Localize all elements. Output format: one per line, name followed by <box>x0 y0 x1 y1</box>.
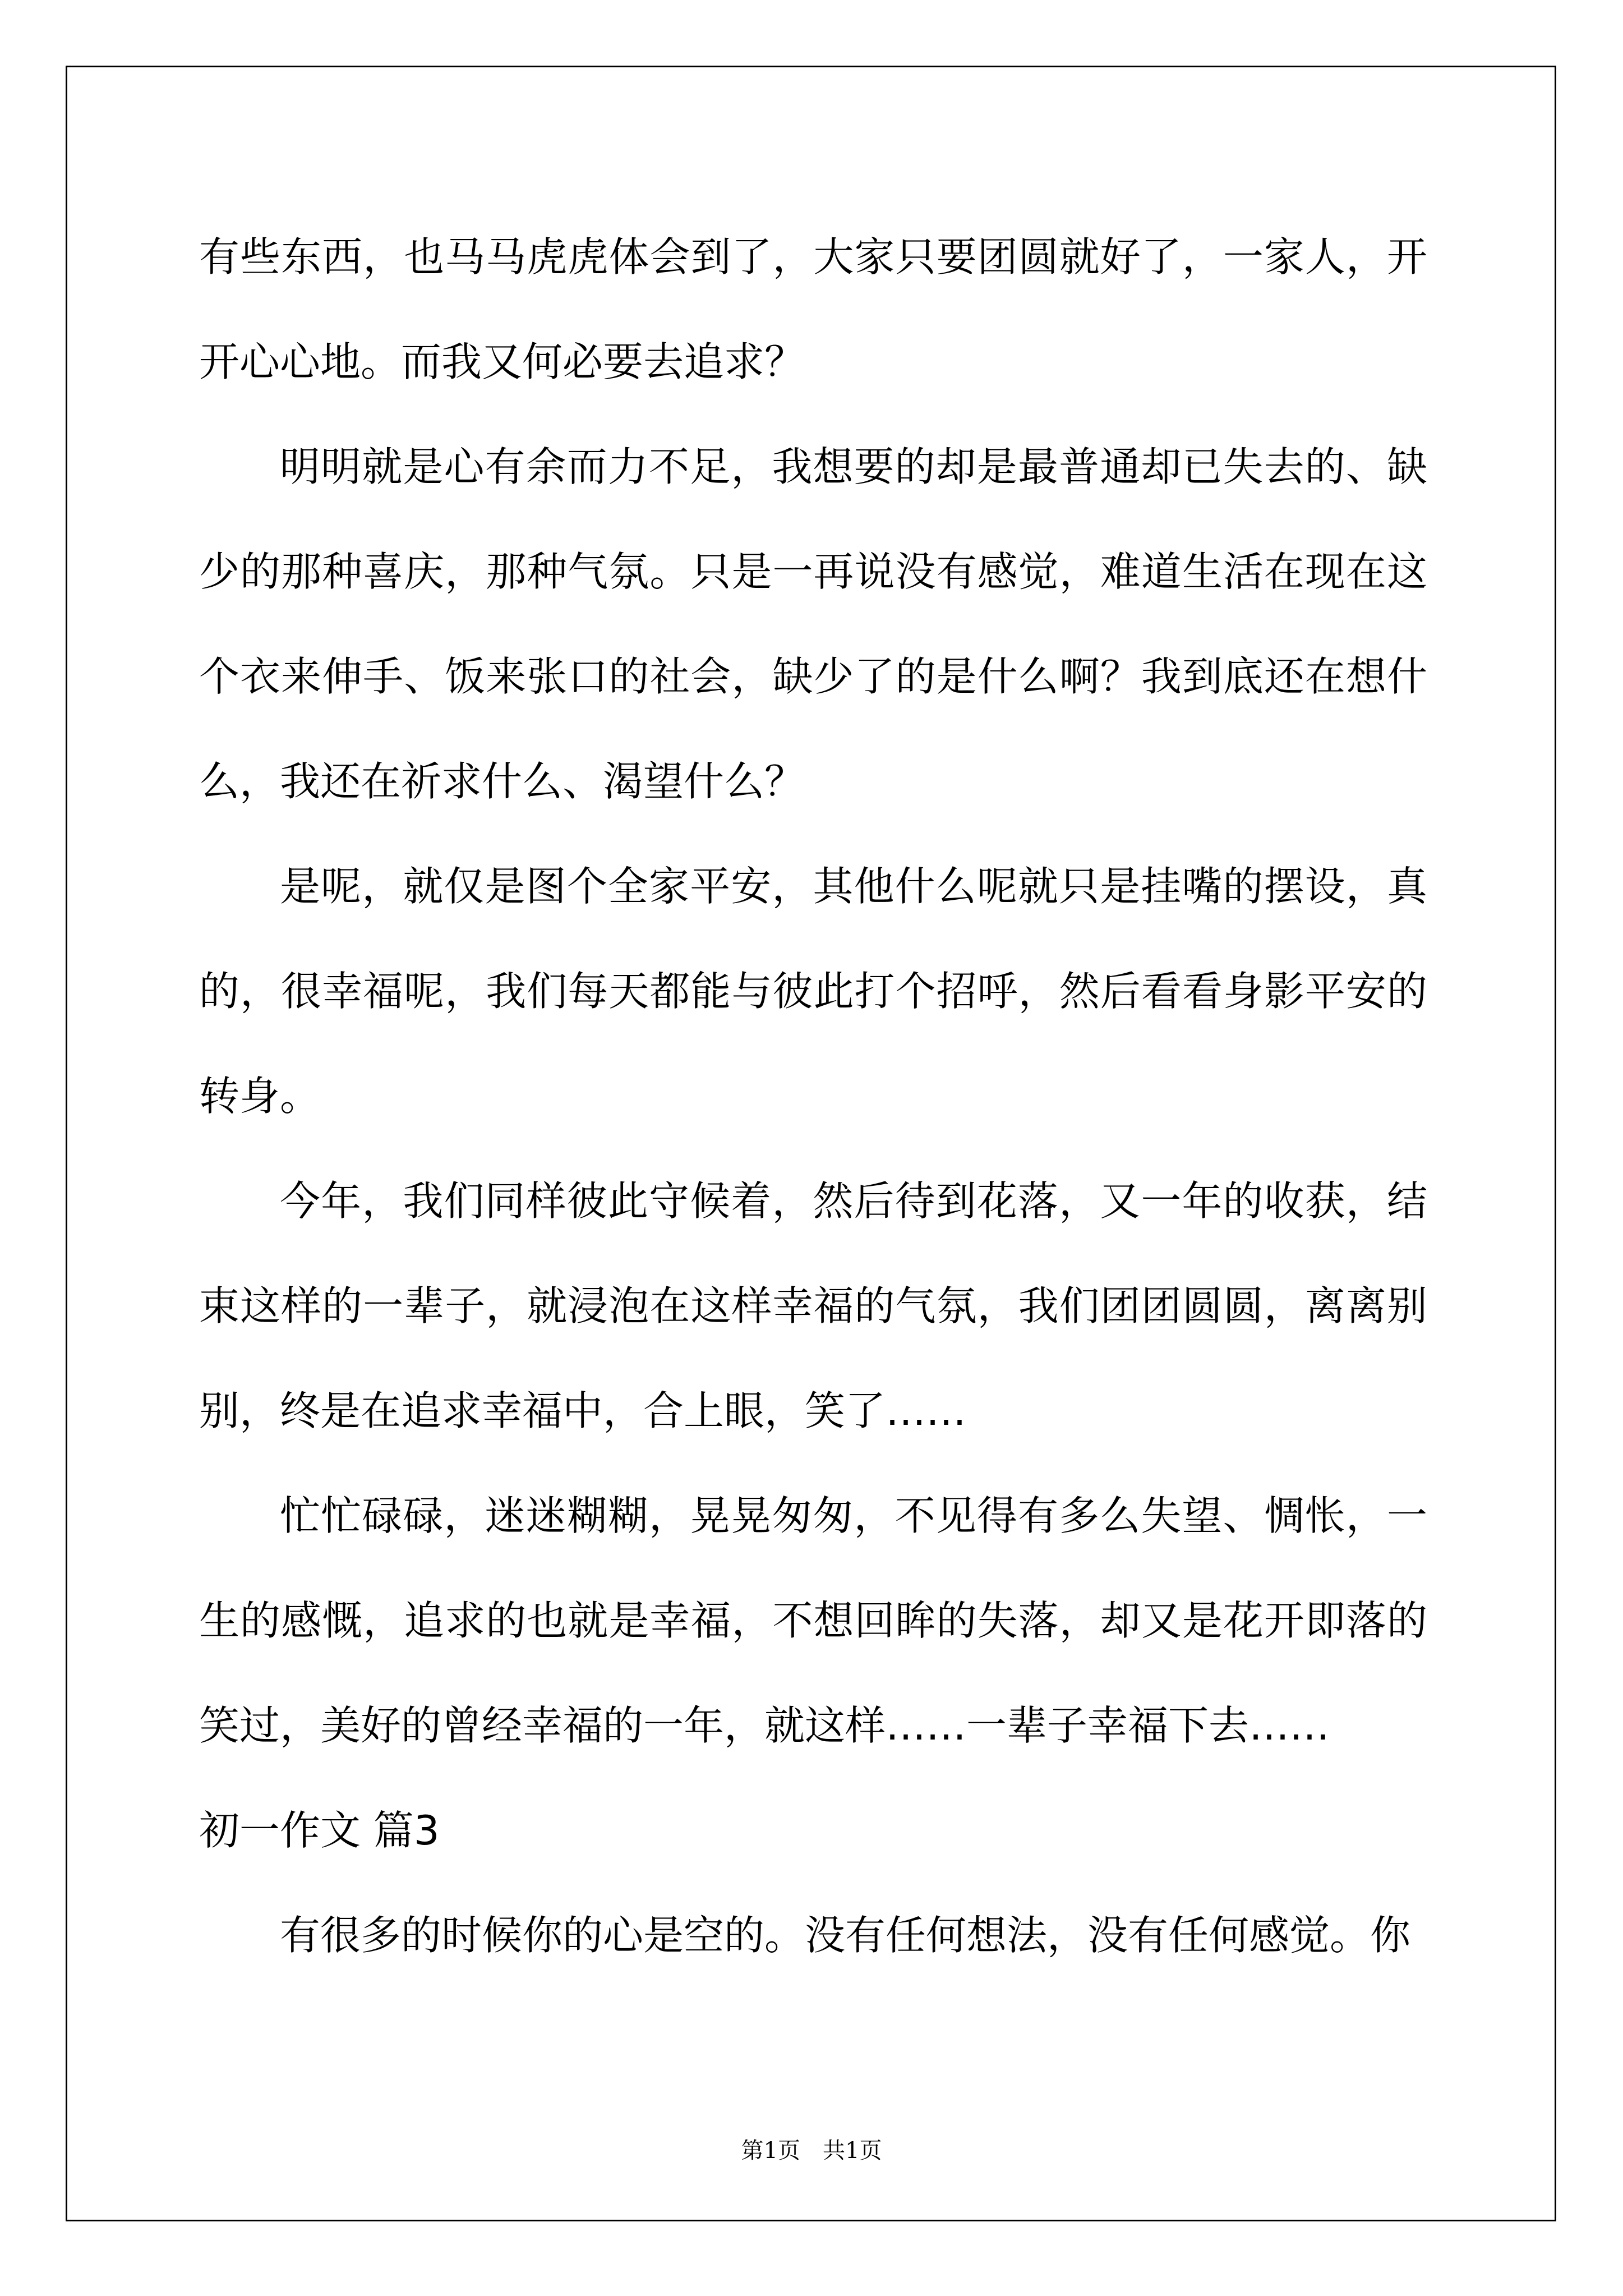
paragraph-3: 是呢，就仅是图个全家平安，其他什么呢就只是挂嘴的摆设，真的，很幸福呢，我们每天都能与彼此打个招呼，然后看看身影平安的转身。 <box>199 863 1427 1120</box>
paragraph-2: 明明就是心有余而力不足，我想要的却是最普通却已失去的、缺少的那种喜庆，那种气氛。只是一再说没有感觉，难道生活在现在这个衣来伸手、饭来张口的社会，缺少了的是什么啊？我到底还在想什么，我还在祈求什么、渴望什么？ <box>199 443 1427 805</box>
paragraph-6: 有很多的时候你的心是空的。没有任何想法，没有任何感觉。你 <box>280 1912 1411 1959</box>
paragraph-4: 今年，我们同样彼此守候着，然后待到花落，又一年的收获，结束这样的一辈子，就浸泡在这样幸福的气氛，我们团团圆圆，离离别别，终是在追求幸福中，合上眼，笑了…… <box>199 1177 1427 1434</box>
paragraph-1: 有些东西，也马马虎虎体会到了，大家只要团圆就好了，一家人，开开心心地。而我又何必要去追求？ <box>199 233 1427 385</box>
section-heading: 初一作文 篇3 <box>199 1807 440 1854</box>
paragraph-5: 忙忙碌碌，迷迷糊糊，晃晃匆匆，不见得有多么失望、惆怅，一生的感慨，追求的也就是幸福，不想回眸的失落，却又是花开即落的笑过，美好的曾经幸福的一年，就这样……一辈子幸福下去…… <box>199 1492 1427 1749</box>
page-footer: 第1页 共1页 <box>741 2138 882 2164</box>
document-body <box>199 205 1427 1988</box>
